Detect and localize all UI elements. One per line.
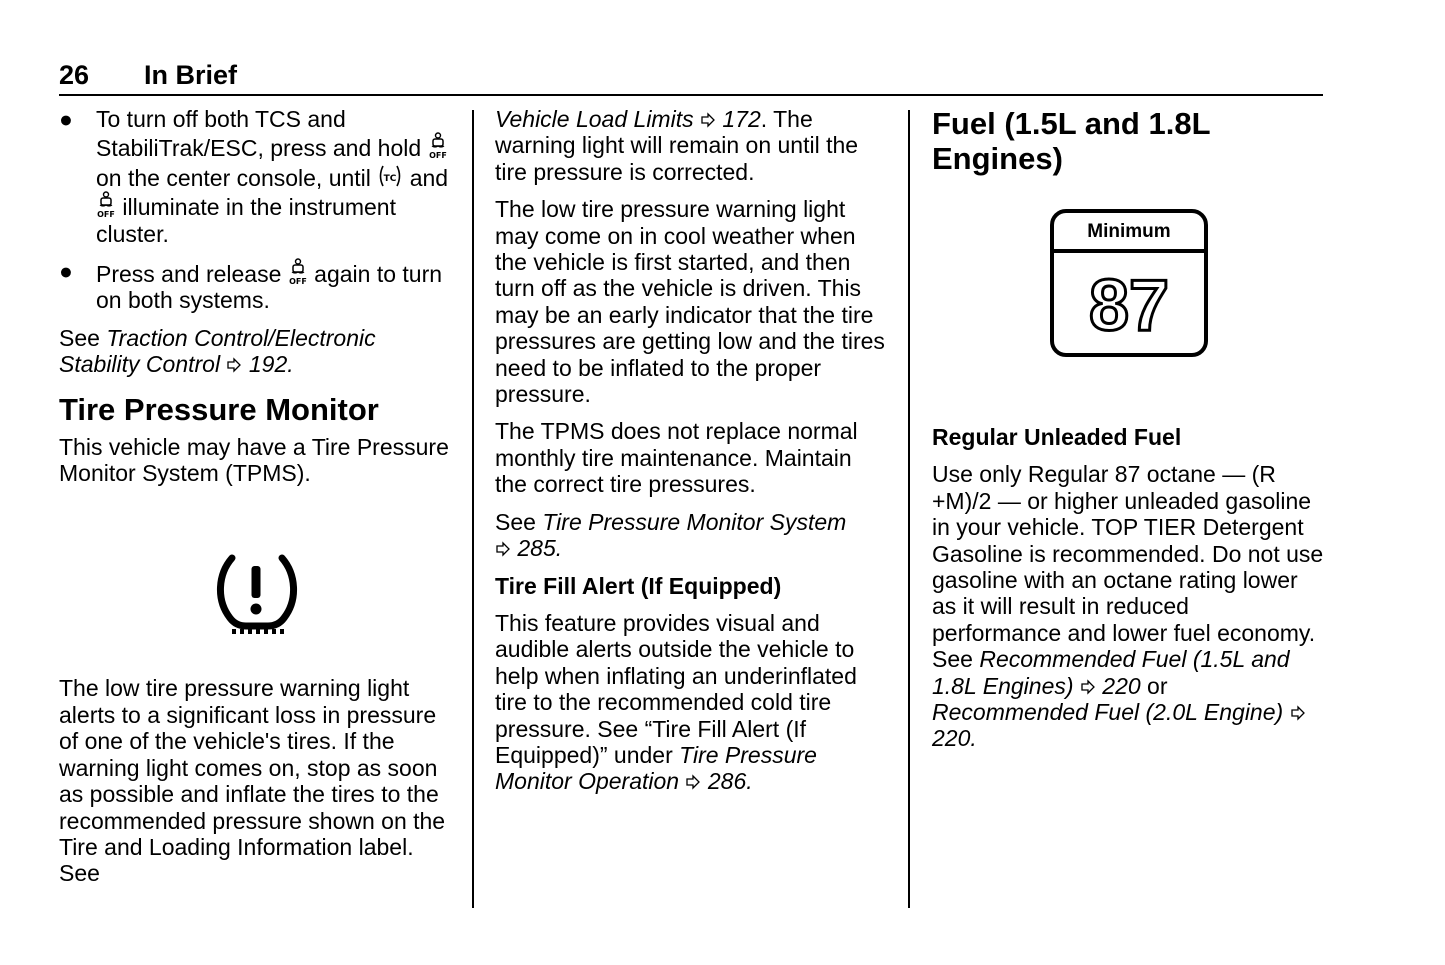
reference-link[interactable]: Vehicle Load Limits (495, 106, 694, 132)
octane-value: 87 (1088, 266, 1170, 346)
reference-link[interactable]: Traction Control/Electronic Stability Control (59, 324, 376, 378)
column-1 (59, 106, 457, 898)
section-heading: Fuel (1.5L and 1.8L Engines) (932, 106, 1210, 176)
page-ref[interactable]: 220 (932, 725, 971, 752)
page-ref[interactable]: 286 (707, 768, 747, 795)
subheading: Tire Fill Alert (If Equipped) (495, 572, 782, 599)
reference-link[interactable]: Tire Pressure Monitor System (542, 508, 847, 535)
page-reference-icon (685, 774, 701, 790)
page-reference-icon (1080, 679, 1096, 695)
page-ref[interactable]: 172 (722, 106, 761, 132)
tpms-icon-container (59, 497, 457, 675)
page-reference-icon (226, 357, 242, 373)
paragraph: This vehicle may have a Tire Pressure Monitor System (TPMS). (59, 433, 449, 487)
cross-reference: See Traction Control/Electronic Stability Control 192. (59, 324, 376, 378)
subheading: Regular Unleaded Fuel (932, 424, 1182, 450)
column-2 (495, 106, 889, 806)
paragraph: Use only Regular 87 octane — (R +M)/2 — or higher unleaded gasoline in your vehicle. TOP TIER Detergent Gasoline is recommended. Do not use gasoline with an octane rating lower as it will result in reduced performance and lower fuel economy. See Recommended Fuel (1.5L and 1.8L Engines) 220 or Recommended Fuel (2.0L Engine) 220. (932, 461, 1324, 752)
page-reference-icon (495, 541, 511, 557)
traction-off-icon (288, 258, 308, 286)
traction-control-icon (377, 162, 403, 190)
page-number: 26 (59, 60, 90, 90)
page-header (59, 58, 1323, 96)
tire-pressure-warning-icon (212, 552, 302, 642)
page-ref[interactable]: 192 (248, 351, 288, 378)
section-heading: Tire Pressure Monitor (59, 391, 379, 427)
page-reference-icon (700, 112, 716, 128)
traction-off-icon (96, 191, 116, 219)
list-item: ● To turn off both TCS and StabiliTrak/ESC, press and hold on the center console, until and illuminate in the instrument cluster. (59, 106, 449, 247)
section-title: In Brief (144, 60, 238, 90)
paragraph: The low tire pressure warning light may come on in cool weather when the vehicle is first started, and then turn off as the vehicle is driven. This may be an early indicator that the tire pressures are getting low and the tires need to be inflated to the proper pressure. (495, 196, 885, 408)
reference-link[interactable]: Recommended Fuel (1.5L and 1.8L Engines) (932, 646, 1290, 699)
paragraph: Vehicle Load Limits 172. The warning light will remain on until the tire pressure is corrected. (495, 106, 859, 185)
paragraph: The TPMS does not replace normal monthly tire maintenance. Maintain the correct tire pressures. (495, 418, 858, 498)
cross-reference: See Tire Pressure Monitor System 285. (495, 508, 847, 562)
octane-label-container (932, 176, 1324, 424)
bullet-icon: ● (59, 106, 73, 132)
column-divider (908, 110, 910, 908)
traction-off-icon (428, 132, 448, 160)
column-3 (932, 106, 1324, 763)
page-ref[interactable]: 285 (517, 535, 556, 562)
octane-label-top: Minimum (1087, 221, 1171, 242)
list-item: ● Press and release again to turn on both systems. (59, 258, 443, 314)
paragraph: The low tire pressure warning light alerts to a significant loss in pressure of one of the vehicle's tires. If the warning light comes on, stop as soon as possible and inflate the tires to the recommended pressure shown on the Tire and Loading Information label. See (59, 675, 446, 887)
bullet-icon: ● (59, 258, 73, 285)
column-divider (472, 110, 474, 908)
reference-link[interactable]: Recommended Fuel (2.0L Engine) (932, 699, 1284, 726)
reference-link[interactable]: Tire Pressure Monitor Operation (495, 741, 817, 795)
page-ref[interactable]: 220 (1102, 672, 1141, 699)
octane-label-icon (1049, 208, 1209, 358)
page-reference-icon (1290, 705, 1306, 721)
paragraph: This feature provides visual and audible alerts outside the vehicle to help when inflating an underinflated tire to the recommended cold tire pressure. See “Tire Fill Alert (If Equipped)” under Tire Pressure Monitor Operation 286. (495, 609, 857, 795)
